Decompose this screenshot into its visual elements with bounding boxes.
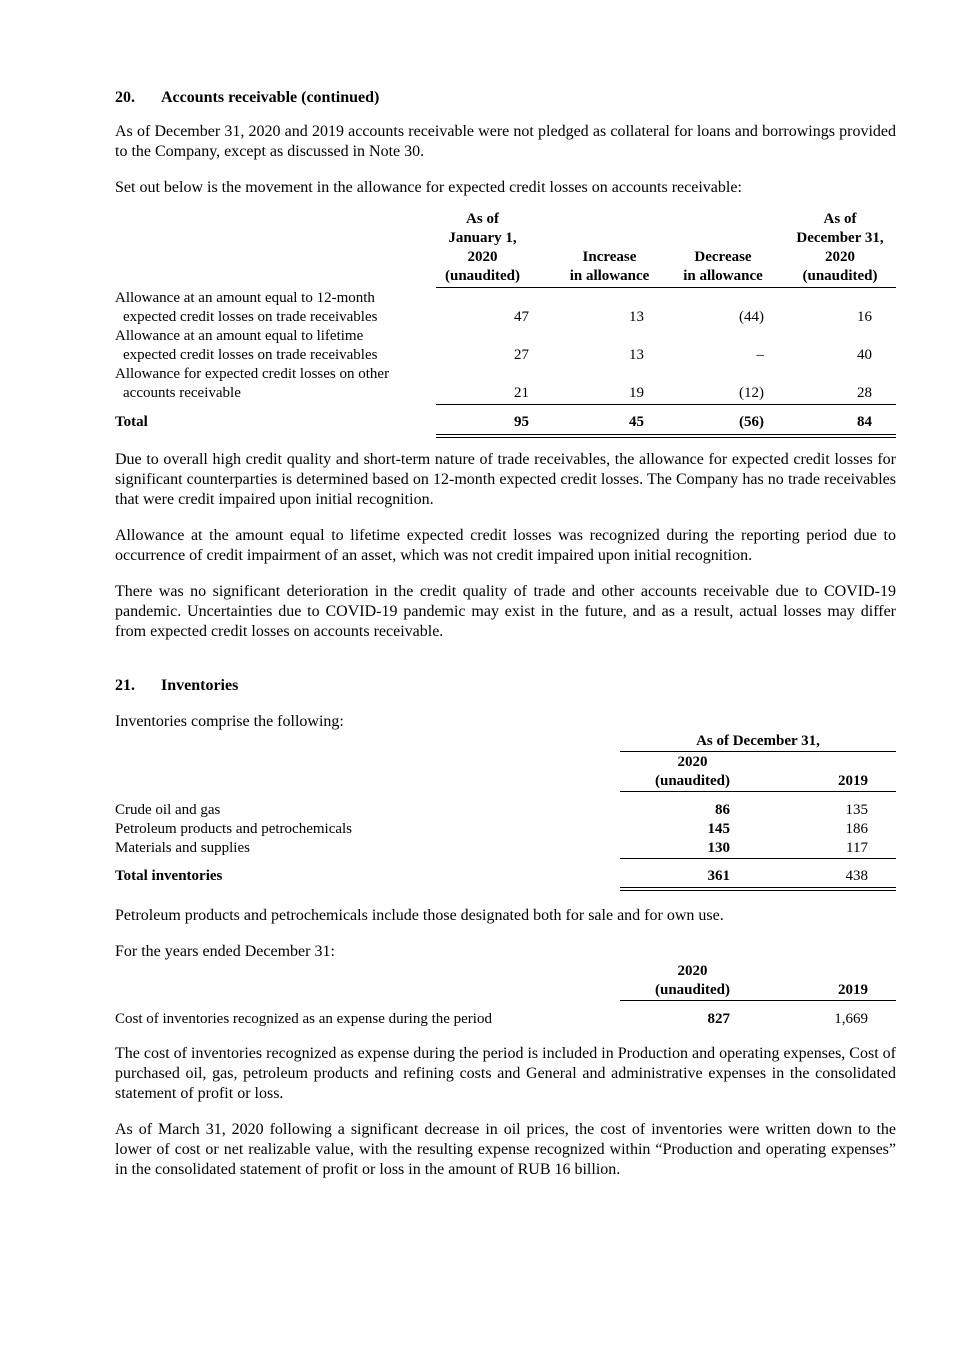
allowance-table xyxy=(115,210,896,440)
section-21-heading xyxy=(115,676,896,696)
section-title: Inventories xyxy=(161,677,239,694)
paragraph: Allowance at the amount equal to lifetime expected credit losses was recognized during the reporting period due to occurrence of credit impairment of an asset, which was not credit impaired upon initial recognition. xyxy=(115,527,896,564)
column-header-jan: As of January 1, 2020 (unaudited) xyxy=(444,211,521,284)
column-header-2019: 2019 xyxy=(838,773,868,789)
paragraph: For the years ended December 31: xyxy=(115,943,335,960)
column-header-dec: As of December 31, 2020 (unaudited) xyxy=(796,211,884,284)
total-row: Total 95 45 (56) 84 xyxy=(115,414,872,430)
paragraph: Inventories comprise the following: xyxy=(115,713,344,730)
section-title: Accounts receivable (continued) xyxy=(161,89,380,106)
cost-table: 2020 (unaudited) 2019 Cost of inventories recognized as an expense during the period 827 1,669 xyxy=(115,962,896,1026)
section-20-heading xyxy=(115,88,896,108)
group-header: As of December 31, xyxy=(696,733,820,749)
column-header-2019: 2019 xyxy=(838,982,868,998)
paragraph: There was no significant deterioration in the credit quality of trade and other accounts receivable due to COVID-19 pandemic. Uncertainties due to COVID-19 pandemic may exist in the future, and as a result, actual losses may differ from expected credit losses on accounts receivable. xyxy=(115,583,896,640)
paragraph: The cost of inventories recognized as expense during the period is included in Production and operating expenses, Cost of purchased oil, gas, petroleum products and refining costs and General and administrative expenses in the consolidated statement of profit or loss. xyxy=(115,1045,896,1102)
paragraph: As of December 31, 2020 and 2019 accounts receivable were not pledged as collateral for loans and borrowings provided to the Company, except as discussed in Note 30. xyxy=(115,123,896,160)
paragraph: As of March 31, 2020 following a significant decrease in oil prices, the cost of inventories were written down to the lower of cost or net realizable value, with the resulting expense recognized within “Production and operating expenses” in the consolidated statement of profit or loss in the amount of RUB 16 billion. xyxy=(115,1121,896,1178)
paragraph: Petroleum products and petrochemicals include those designated both for sale and for own use. xyxy=(115,907,724,924)
table-row: Allowance at an amount equal to 12-month expected credit losses on trade receivables 47 13 (44) 16 xyxy=(115,290,872,325)
paragraph: Due to overall high credit quality and short-term nature of trade receivables, the allowance for expected credit losses for significant counterparties is determined based on 12-month expected credit losses. The Company has no trade receivables that were credit impaired upon initial recognition. xyxy=(115,451,896,508)
table-row: Allowance at an amount equal to lifetime expected credit losses on trade receivables 27 13 – 40 xyxy=(115,328,872,363)
paragraph: Set out below is the movement in the allowance for expected credit losses on accounts receivable: xyxy=(115,179,742,196)
section-number: 21. xyxy=(115,677,135,694)
document-page xyxy=(115,88,896,1196)
inventories-table: As of December 31, 2020 (unaudited) 2019 Crude oil and gas 86 135 Petroleum products and petrochemicals 145 186 Materials and supplies 130 117 Total inventories 361 438 xyxy=(115,732,896,888)
table-row: Allowance for expected credit losses on other accounts receivable 21 19 (12) 28 xyxy=(115,366,872,401)
column-header-decrease: Decrease in allowance xyxy=(683,249,763,284)
column-header-increase: Increase in allowance xyxy=(569,249,650,284)
section-number: 20. xyxy=(115,89,135,106)
column-header-2020: 2020 (unaudited) xyxy=(654,963,731,998)
column-header-2020: 2020 (unaudited) xyxy=(654,754,731,789)
